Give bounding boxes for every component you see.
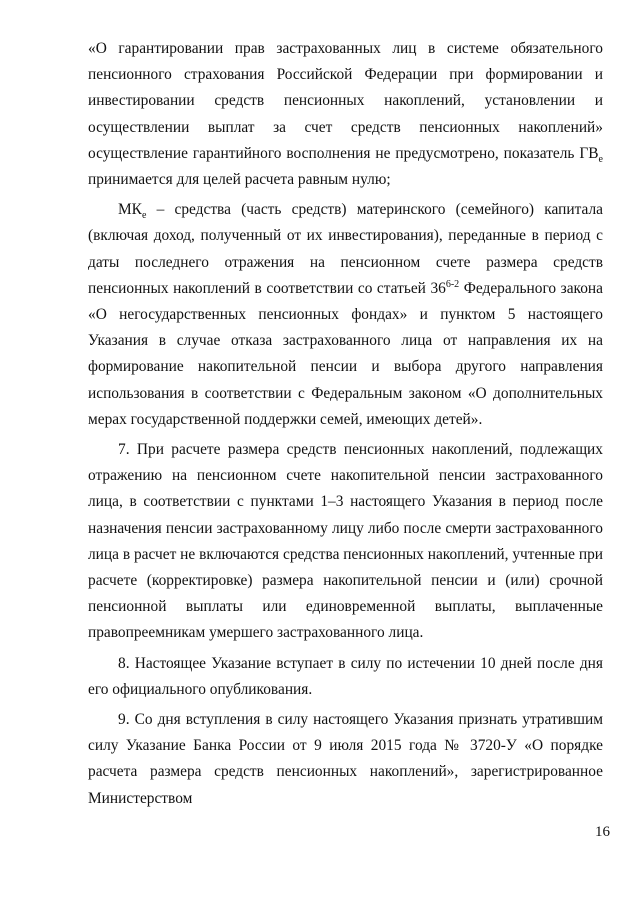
superscript: 6-2 xyxy=(445,278,460,290)
text-run: МК xyxy=(118,201,142,219)
document-body xyxy=(88,36,603,812)
paragraph-continuation xyxy=(88,36,603,193)
paragraph-mk-definition xyxy=(88,197,603,433)
subscript: e xyxy=(141,210,147,222)
text-run: принимается для целей расчета равным нулю; xyxy=(88,171,391,189)
text-run: Федерального закона «О негосударственных пенсионных фондах» и пунктом 5 настоящего Указания в случае отказа застрахованного лица от направления их на формирование накопительной пенсии и выбора другого направления использования в соответствии с Федеральным законом «О дополнительных мерах государственной поддержки семей, имеющих детей». xyxy=(88,279,603,428)
text-run: «О гарантировании прав застрахованных лиц в системе обязательного пенсионного страхования Российской Федерации при формировании и инвестировании средств пенсионных накоплений, установлении и осуществлении выплат за счет средств пенсионных накоплений» осуществление гарантийного восполнения не предусмотрено, показатель ГВ xyxy=(88,40,603,162)
subscript: e xyxy=(598,153,603,165)
paragraph-9: 9. Со дня вступления в силу настоящего Указания признать утратившим силу Указание Банка России от 9 июля 2015 года № 3720-У «О порядке расчета размера средств пенсионных накоплений», зарегистрированное Министерством xyxy=(88,711,603,807)
paragraph-7: 7. При расчете размера средств пенсионных накоплений, подлежащих отражению на пенсионном счете накопительной пенсии застрахованного лица, в соответствии с пунктами 1–3 настоящего Указания в период после назначения пенсии застрахованному лицу либо после смерти застрахованного лица в расчет не включаются средства пенсионных накоплений, учтенные при расчете (корректировке) размера накопительной пенсии и (или) срочной пенсионной выплаты или единовременной выплаты, выплаченные правопреемникам умершего застрахованного лица. xyxy=(88,441,603,642)
paragraph-8: 8. Настоящее Указание вступает в силу по истечении 10 дней после дня его официального опубликования. xyxy=(88,654,603,698)
text-run: – средства (часть средств) материнского (семейного) капитала (включая доход, полученный от их инвестирования), переданные в период с даты последнего отражения на пенсионном счете размера средств пенсионных накоплений в соответствии со статьей 36 xyxy=(88,201,603,297)
page-number: 16 xyxy=(595,824,610,840)
